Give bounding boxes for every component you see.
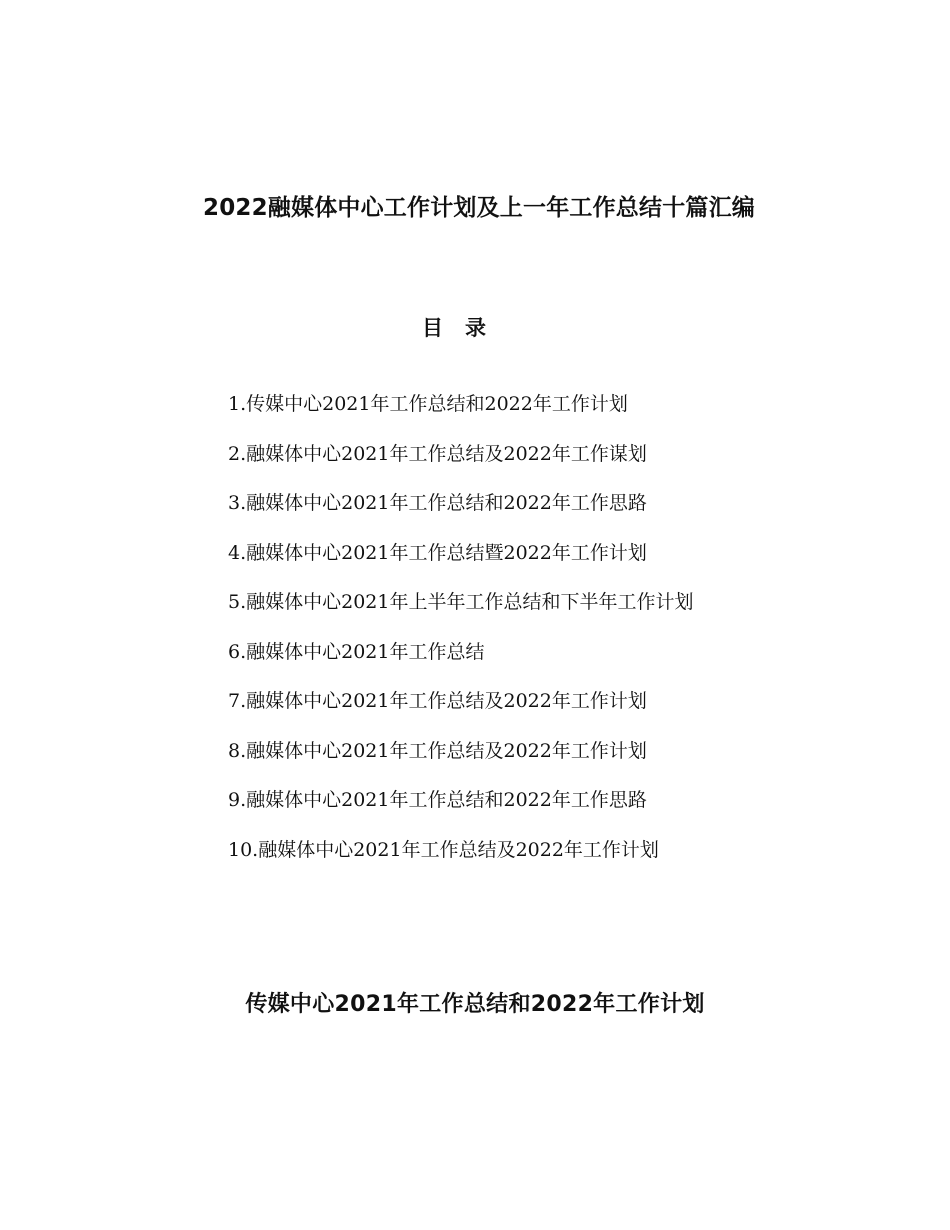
toc-item: 9.融媒体中心2021年工作总结和2022年工作思路 — [228, 789, 647, 811]
toc-item: 2.融媒体中心2021年工作总结及2022年工作谋划 — [228, 442, 647, 465]
toc-item: 5.融媒体中心2021年上半年工作总结和下半年工作计划 — [228, 591, 694, 613]
toc-heading: 目 录 — [422, 316, 486, 340]
toc-item: 10.融媒体中心2021年工作总结及2022年工作计划 — [228, 838, 659, 861]
section-title: 传媒中心2021年工作总结和2022年工作计划 — [245, 992, 705, 1017]
toc-item: 3.融媒体中心2021年工作总结和2022年工作思路 — [228, 492, 647, 514]
toc-item: 7.融媒体中心2021年工作总结及2022年工作计划 — [228, 690, 647, 712]
toc-item: 6.融媒体中心2021年工作总结 — [228, 640, 485, 663]
toc-item: 1.传媒中心2021年工作总结和2022年工作计划 — [228, 393, 628, 415]
toc-item: 4.融媒体中心2021年工作总结暨2022年工作计划 — [228, 541, 647, 564]
document-title: 2022融媒体中心工作计划及上一年工作总结十篇汇编 — [202, 195, 755, 221]
toc-item: 8.融媒体中心2021年工作总结及2022年工作计划 — [228, 739, 647, 762]
table-of-contents — [228, 389, 693, 884]
